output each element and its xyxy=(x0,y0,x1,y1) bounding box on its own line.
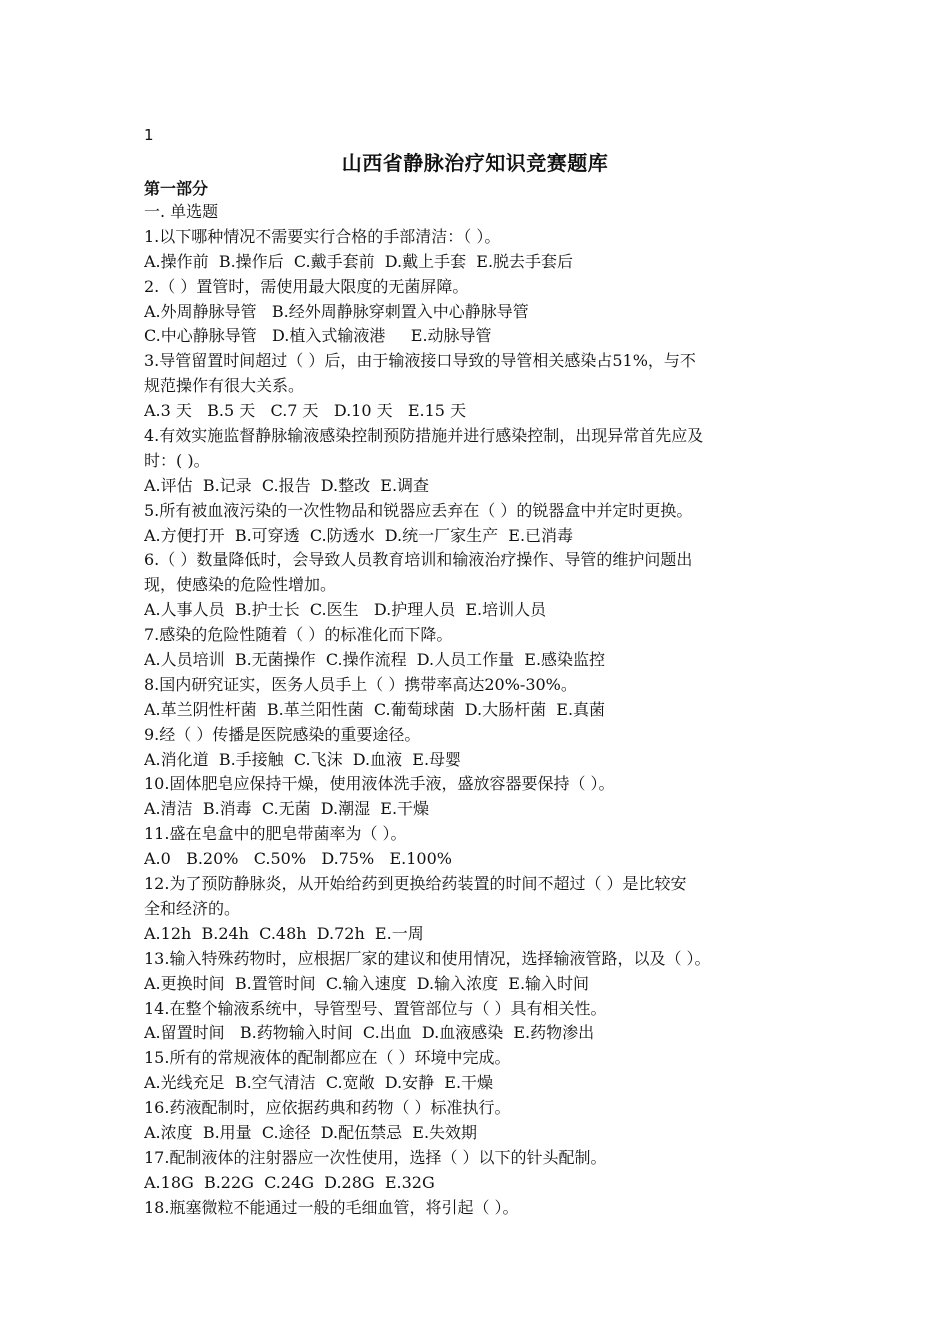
answer-options: A.留置时间 B.药物输入时间 C.出血 D.血液感染 E.药物渗出 xyxy=(144,1023,595,1043)
question-text: 17.配制液体的注射器应一次性使用，选择（ ）以下的针头配制。 xyxy=(144,1147,607,1167)
answer-options: A.消化道 B.手接触 C.飞沫 D.血液 E.母婴 xyxy=(144,749,462,769)
question-text: 1.以下哪种情况不需要实行合格的手部清洁：（ ）。 xyxy=(144,226,501,246)
question-text: 规范操作有很大关系。 xyxy=(144,376,305,396)
question-text: 2.（ ）置管时，需使用最大限度的无菌屏障。 xyxy=(144,276,469,296)
answer-options: A.0 B.20% C.50% D.75% E.100% xyxy=(144,849,452,869)
answer-options: A.革兰阴性杆菌 B.革兰阳性菌 C.葡萄球菌 D.大肠杆菌 E.真菌 xyxy=(144,699,606,719)
answer-options: A.更换时间 B.置管时间 C.输入速度 D.输入浓度 E.输入时间 xyxy=(144,973,590,993)
section-heading: 一. 单选题 xyxy=(144,202,219,221)
answer-options: A.清洁 B.消毒 C.无菌 D.潮湿 E.干燥 xyxy=(144,799,430,819)
answer-options: A.人事人员 B.护士长 C.医生 D.护理人员 E.培训人员 xyxy=(144,600,547,620)
question-text: 9.经（ ）传播是医院感染的重要途径。 xyxy=(144,724,421,744)
part-heading: 第一部分 xyxy=(144,179,209,198)
answer-options: A.人员培训 B.无菌操作 C.操作流程 D.人员工作量 E.感染监控 xyxy=(144,650,606,670)
question-text: 13.输入特殊药物时，应根据厂家的建议和使用情况，选择输液管路，以及（ ）。 xyxy=(144,948,711,968)
question-text: 5.所有被血液污染的一次性物品和锐器应丢弃在（ ）的锐器盒中并定时更换。 xyxy=(144,500,693,520)
question-text: 18.瓶塞微粒不能通过一般的毛细血管，将引起（ ）。 xyxy=(144,1197,519,1217)
answer-options: A.18G B.22G C.24G D.28G E.32G xyxy=(144,1172,435,1192)
answer-options: A.12h B.24h C.48h D.72h E.一周 xyxy=(144,923,424,943)
question-list xyxy=(144,200,812,1221)
question-text: 16.药液配制时，应依据药典和药物（ ）标准执行。 xyxy=(144,1098,511,1118)
document-title: 山西省静脉治疗知识竞赛题库 xyxy=(341,151,609,175)
question-lines xyxy=(144,225,812,1221)
question-text: 14.在整个输液系统中，导管型号、置管部位与（ ）具有相关性。 xyxy=(144,998,607,1018)
answer-options: A.光线充足 B.空气清洁 C.宽敞 D.安静 E.干燥 xyxy=(144,1073,494,1093)
answer-options: A.操作前 B.操作后 C.戴手套前 D.戴上手套 E.脱去手套后 xyxy=(144,251,574,271)
answer-options: A.评估 B.记录 C.报告 D.整改 E.调查 xyxy=(144,475,430,495)
question-text: 15.所有的常规液体的配制都应在（ ）环境中完成。 xyxy=(144,1048,511,1068)
answer-options: A.3 天 B.5 天 C.7 天 D.10 天 E.15 天 xyxy=(144,401,467,421)
question-text: 4.有效实施监督静脉输液感染控制预防措施并进行感染控制，出现异常首先应及 xyxy=(144,426,704,446)
answer-options: C.中心静脉导管 D.植入式输液港 E.动脉导管 xyxy=(144,326,492,346)
answer-options: A.外周静脉导管 B.经外周静脉穿刺置入中心静脉导管 xyxy=(144,301,529,321)
question-text: 12.为了预防静脉炎，从开始给药到更换给药装置的时间不超过（ ）是比较安 xyxy=(144,874,687,894)
page-number: 1 xyxy=(144,126,154,144)
question-text: 10.固体肥皂应保持干燥，使用液体洗手液，盛放容器要保持（ ）。 xyxy=(144,774,615,794)
question-text: 3.导管留置时间超过（ ）后，由于输液接口导致的导管相关感染占51%，与不 xyxy=(144,351,696,371)
answer-options: A.浓度 B.用量 C.途径 D.配伍禁忌 E.失效期 xyxy=(144,1122,478,1142)
question-text: 11.盛在皂盒中的肥皂带菌率为（ ）。 xyxy=(144,824,407,844)
question-text: 现，使感染的危险性增加。 xyxy=(144,575,337,595)
question-text: 时：( )。 xyxy=(144,450,210,470)
question-text: 7.感染的危险性随着（ ）的标准化而下降。 xyxy=(144,625,453,645)
question-text: 6.（ ）数量降低时，会导致人员教育培训和输液治疗操作、导管的维护问题出 xyxy=(144,550,693,570)
answer-options: A.方便打开 B.可穿透 C.防透水 D.统一厂家生产 E.已消毒 xyxy=(144,525,574,545)
question-text: 全和经济的。 xyxy=(144,898,241,918)
question-text: 8.国内研究证实，医务人员手上（ ）携带率高达20%-30%。 xyxy=(144,674,577,694)
